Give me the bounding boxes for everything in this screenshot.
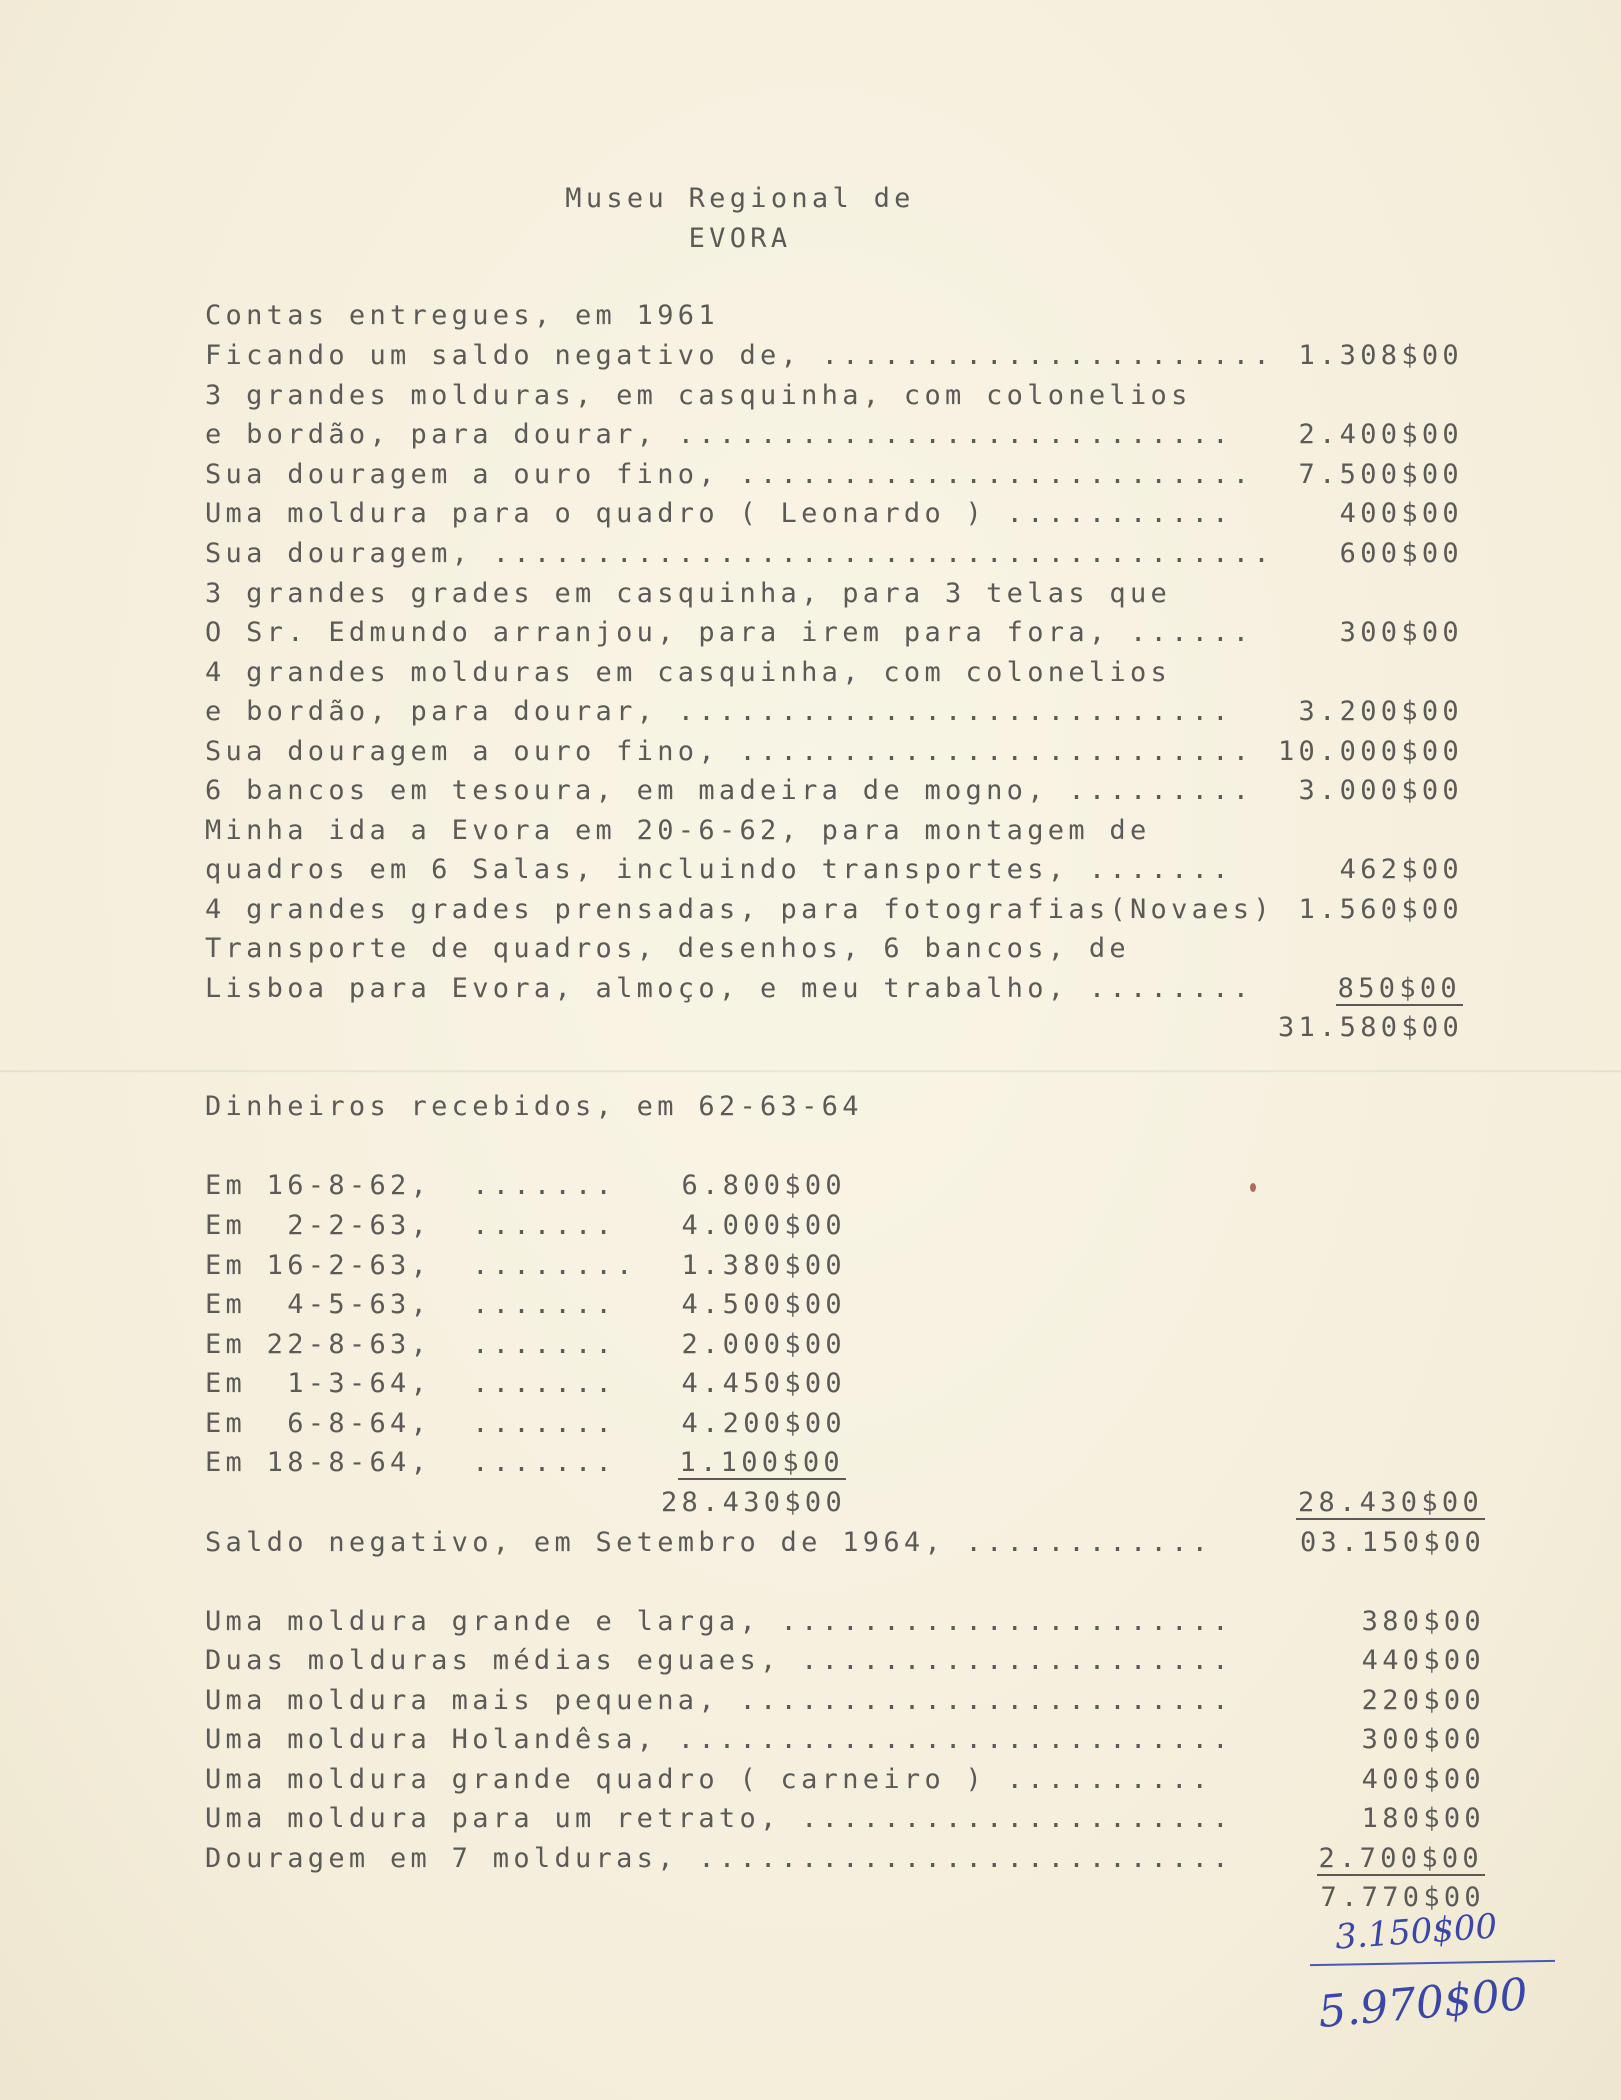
section1-row-amount: 600$00 <box>1339 538 1463 569</box>
section2-carried-total <box>1296 1489 1485 1516</box>
section1-row-amount: 10.000$00 <box>1278 736 1463 767</box>
section3-row-label: Uma moldura grande quadro ( carneiro ) .......... <box>205 1764 1213 1795</box>
section1-row-label: quadros em 6 Salas, incluindo transportes, ....... <box>205 854 1233 885</box>
section3-row-amount: 300$00 <box>1361 1724 1485 1755</box>
section1-row-label: Ficando um saldo negativo de, ...................... <box>205 340 1274 371</box>
section1-row-label: Sua douragem a ouro fino, ......................... <box>205 736 1254 767</box>
header-line-1: Museu Regional de <box>565 183 915 214</box>
section1-row-label: Sua douragem, ...................................... <box>205 538 1274 569</box>
section1-row-label: 3 grandes molduras, em casquinha, com colonelios <box>205 380 1192 411</box>
section1-row-amount: 3.200$00 <box>1298 696 1463 727</box>
section1-heading: Contas entregues, em 1961 <box>205 300 719 331</box>
section3-row-label: Duas molduras médias eguaes, ..................... <box>205 1645 1233 1676</box>
section3-row-amount: 440$00 <box>1361 1645 1485 1676</box>
section2-last-amount-underlined: 1.100$00 <box>679 1447 844 1478</box>
header-line-2: EVORA <box>688 223 792 254</box>
section1-row-label: Sua douragem a ouro fino, ......................... <box>205 459 1254 490</box>
section2-row-date: Em 16-2-63, ........ <box>205 1250 637 1281</box>
handwritten-rule <box>1310 1960 1555 1966</box>
section3-row-label: Uma moldura Holandêsa, ........................... <box>205 1724 1233 1755</box>
section1-row-amount: 1.308$00 <box>1298 340 1463 371</box>
balance-label: Saldo negativo, em Setembro de 1964, ............ <box>205 1527 1213 1558</box>
section1-row-amount <box>1336 975 1463 1002</box>
section1-row-label: Uma moldura para o quadro ( Leonardo ) ........... <box>205 498 1233 529</box>
section3-last-amount-underlined: 2.700$00 <box>1318 1843 1483 1874</box>
section1-row-amount: 400$00 <box>1339 498 1463 529</box>
section1-row-amount: 3.000$00 <box>1298 775 1463 806</box>
balance-amount: 03.150$00 <box>1300 1527 1485 1558</box>
section2-heading: Dinheiros recebidos, em 62-63-64 <box>205 1091 863 1122</box>
section3-row-label: Uma moldura para um retrato, ..................... <box>205 1803 1233 1834</box>
section2-row-amount: 4.450$00 <box>681 1368 846 1399</box>
section1-row-label: 3 grandes grades em casquinha, para 3 telas que <box>205 578 1172 609</box>
section2-row-date: Em 22-8-63, ....... <box>205 1329 617 1360</box>
section2-row-date: Em 6-8-64, ....... <box>205 1408 617 1439</box>
section1-row-label: e bordão, para dourar, ........................... <box>205 419 1233 450</box>
handwritten-amount-1: 3.150$00 <box>1333 1906 1499 1958</box>
section1-row-amount: 2.400$00 <box>1298 419 1463 450</box>
section2-row-amount <box>678 1449 846 1476</box>
section3-row-amount <box>1317 1845 1485 1872</box>
section2-row-amount: 2.000$00 <box>681 1329 846 1360</box>
section2-row-date: Em 2-2-63, ....... <box>205 1210 617 1241</box>
section1-row-amount: 1.560$00 <box>1298 894 1463 925</box>
section1-row-label: Lisboa para Evora, almoço, e meu trabalho, ........ <box>205 973 1254 1004</box>
section3-row-amount: 380$00 <box>1361 1606 1485 1637</box>
section1-row-label: 4 grandes molduras em casquinha, com colonelios <box>205 657 1172 688</box>
section2-carried-underlined: 28.430$00 <box>1298 1487 1483 1518</box>
section1-row-amount: 462$00 <box>1339 854 1463 885</box>
section1-row-label: Transporte de quadros, desenhos, 6 bancos, de <box>205 933 1130 964</box>
section2-row-date: Em 18-8-64, ....... <box>205 1447 617 1478</box>
section1-row-label: e bordão, para dourar, ........................... <box>205 696 1233 727</box>
section1-row-label: Minha ida a Evora em 20-6-62, para montagem de <box>205 815 1151 846</box>
section3-total: 7.770$00 <box>1320 1882 1485 1913</box>
section3-row-amount: 400$00 <box>1361 1764 1485 1795</box>
section2-row-date: Em 16-8-62, ....... <box>205 1170 617 1201</box>
section2-row-amount: 1.380$00 <box>681 1250 846 1281</box>
section1-row-amount: 7.500$00 <box>1298 459 1463 490</box>
ink-speck <box>1250 1183 1256 1192</box>
handwritten-amount-2: 5.970$00 <box>1316 1968 1530 2039</box>
section1-row-label: 4 grandes grades prensadas, para fotografias(Novaes) <box>205 894 1274 925</box>
section3-row-amount: 180$00 <box>1361 1803 1485 1834</box>
section1-last-amount-underlined: 850$00 <box>1337 973 1461 1004</box>
section1-total: 31.580$00 <box>1278 1012 1463 1043</box>
section2-row-amount: 6.800$00 <box>681 1170 846 1201</box>
section3-row-amount: 220$00 <box>1361 1685 1485 1716</box>
section2-row-amount: 4.200$00 <box>681 1408 846 1439</box>
section2-row-amount: 4.000$00 <box>681 1210 846 1241</box>
section2-row-amount: 4.500$00 <box>681 1289 846 1320</box>
section2-row-date: Em 4-5-63, ....... <box>205 1289 617 1320</box>
section2-subtotal: 28.430$00 <box>661 1487 846 1518</box>
section1-row-label: 6 bancos em tesoura, em madeira de mogno, ......... <box>205 775 1254 806</box>
section3-row-label: Uma moldura grande e larga, ...................... <box>205 1606 1233 1637</box>
section3-row-label: Uma moldura mais pequena, ........................ <box>205 1685 1233 1716</box>
section2-row-date: Em 1-3-64, ....... <box>205 1368 617 1399</box>
section1-row-amount: 300$00 <box>1339 617 1463 648</box>
section3-row-label: Douragem em 7 molduras, .......................... <box>205 1843 1233 1874</box>
section1-row-label: O Sr. Edmundo arranjou, para irem para fora, ...... <box>205 617 1254 648</box>
